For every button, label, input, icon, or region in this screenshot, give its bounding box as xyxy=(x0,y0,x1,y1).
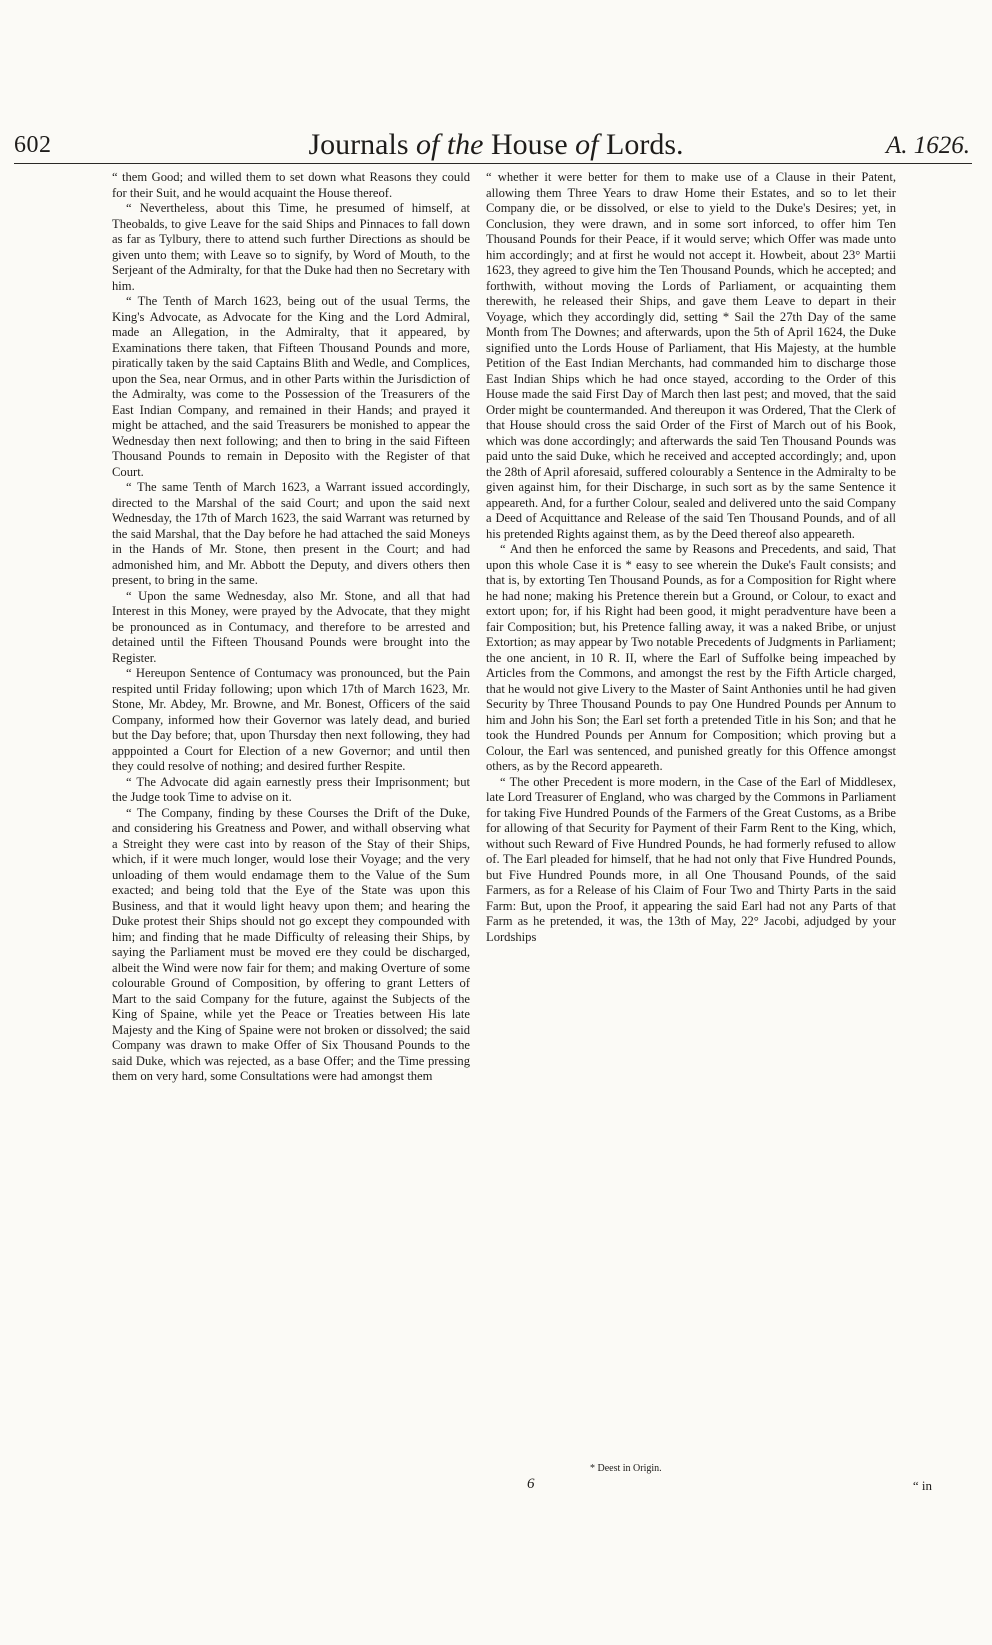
right-column xyxy=(486,170,896,945)
year-label: A. 1626. xyxy=(885,132,970,159)
paragraph: “ And then he enforced the same by Reasons and Precedents, and said, That upon this whole Case it is * easy to see wherein the Duke's Fault consists; and that is, by extorting Ten Thousand Pounds, as for a Composition for Right where he had none; making his Pretence therein but a Ground, or Colour, to exact and extort upon; for, if his Right had been good, it might peradventure have been a fair Composition; but, his Pretence falling away, it was a naked Bribe, or unjust Extortion; as may appear by Two notable Precedents of Judgments in Parliament; the one ancient, in 10 R. II, where the Earl of Suffolke being impeached by Articles from the Commons, and amongst the rest by the Fifth Article charged, that he would not give Livery to the Master of Saint Anthonies until he had given Security by Three Thousand Pounds to pay One Hundred Pounds per Annum to him and John his Son; the Earl set forth a pretended Title in his Son; and that he took the Hundred Pounds per Annum for Composition; which proving but a Colour, the Earl was sentenced, and punished greatly for this Offence amongst others, as by the Record appeareth. xyxy=(486,542,896,775)
title-of-1: of xyxy=(416,128,440,161)
running-title xyxy=(0,128,992,162)
signature-mark: 6 xyxy=(527,1476,535,1492)
footnote: * Deest in Origin. xyxy=(590,1463,662,1474)
paragraph: “ The same Tenth of March 1623, a Warrant issued accordingly, directed to the Marshal of the said Court; and upon the said next Wednesday, the 17th of March 1623, the said Warrant was returned by the said Marshal, that the Day before he had attached the said Moneys in the Hands of Mr. Stone, then present in the Court; and had admonished him, and Mr. Abbott the Deputy, and divers others then present, to bring in the same. xyxy=(112,480,470,589)
paragraph: “ Hereupon Sentence of Contumacy was pronounced, but the Pain respited until Friday following; upon which 17th of March 1623, Mr. Stone, Mr. Abdey, Mr. Browne, and Mr. Bonest, Officers of the said Company, informed how their Governor was lately dead, and buried but the Day before; that, upon Thursday then next following, they had apppointed a Court for Election of a new Governor; and until then they could resolve of nothing; and desired further Respite. xyxy=(112,666,470,775)
header-rule xyxy=(14,163,972,164)
paragraph: “ Upon the same Wednesday, also Mr. Stone, and all that had Interest in this Money, were prayed by the Advocate, that they might be pronounced as in Contumacy, and therefore to be arrested and detained until the Fifteen Thousand Pounds were brought into the Register. xyxy=(112,589,470,667)
paragraph: “ The Company, finding by these Courses the Drift of the Duke, and considering his Greatness and Power, and withall observing what a Streight they were cast into by reason of the Stay of their Ships, which, if it were much longer, would lose their Voyage; and the very unloading of them would endamage them to the Value of the Sum exacted; and being told that the Eye of the State was upon this Business, and that it would light heavy upon them; and hearing the Duke protest their Ships should not go except they compounded with him; and finding that he made Difficulty of releasing their Ships, by saying the Parliament must be moved ere they could be discharged, albeit the Wind were now fair for them; and making Overture of some colourable Ground of Composition, by offering to grant Letters of Mart to the said Company for the future, against the Subjects of the King of Spaine, while yet the Peace or Treaties between His late Majesty and the King of Spaine were not broken or dissolved; the said Company was drawn to make Offer of Six Thousand Pounds to the said Duke, which was rejected, as a base Offer; and the Time pressing them on very hard, some Consultations were had amongst them xyxy=(112,806,470,1085)
page-number: 602 xyxy=(14,132,52,158)
paragraph: “ The Tenth of March 1623, being out of the usual Terms, the King's Advocate, as Advocate for the King and the Lord Admiral, made an Allegation, in the Admiralty, that it appeared, by Examinations there taken, that Fifteen Thousand Pounds and more, piratically taken by the said Captains Blith and Wedle, and Complices, upon the Sea, near Ormus, and in other Parts within the Jurisdiction of the Admiralty, was come to the Possession of the Treasurers of the East Indian Company, and remained in their Hands; and prayed it might be attached, and the said Treasurers be monished to appear the Wednesday then next following; and then to bring in the said Fifteen Thousand Pounds to remain in Deposito with the Register of that Court. xyxy=(112,294,470,480)
title-journals: Journals xyxy=(308,128,409,161)
catchword: “ in xyxy=(912,1478,932,1493)
title-house: House xyxy=(491,128,568,161)
paragraph: “ The other Precedent is more modern, in the Case of the Earl of Middlesex, late Lord Treasurer of England, who was charged by the Commons in Parliament for taking Five Hundred Pounds of the Farmers of the Great Customs, as a Bribe for allowing of that Security for Payment of their Farm Rent to the King, which, without such Reward of Five Hundred Pounds, he had formerly refused to allow of. The Earl pleaded for himself, that he had not only that Five Hundred Pounds, but Five Hundred Pounds more, in all One Thousand Pounds, of the said Farmers, as for a Release of his Claim of Four Two and Thirty Parts in the said Farm: But, upon the Proof, it appearing the said Earl had not any Parts of that Farm as he pretended, it was, the 13th of May, 22° Jacobi, adjudged by your Lordships xyxy=(486,775,896,946)
paragraph: “ them Good; and willed them to set down what Reasons they could for their Suit, and he would acquaint the House thereof. xyxy=(112,170,470,201)
paragraph: “ The Advocate did again earnestly press their Imprisonment; but the Judge took Time to advise on it. xyxy=(112,775,470,806)
title-of-2: of xyxy=(575,128,599,161)
paragraph: “ whether it were better for them to make use of a Clause in their Patent, allowing them Three Years to draw Home their Estates, and so to let their Company die, or be dissolved, or else to yield to the Duke's Desires; yet, in Conclusion, they were drawn, and in some sort inforced, to offer him Ten Thousand Pounds for their Peace, if it would serve; which Offer was made unto him accordingly; and at first he would not accept it. Howbeit, about 23° Martii 1623, they agreed to give him the Ten Thousand Pounds, which he accepted; and forthwith, without moving the Lords of Parliament, or acquainting them therewith, he released their Ships, and gave them Leave to depart in their Voyage, which they accordingly did, setting * Sail the 27th Day of the same Month from The Downes; and afterwards, upon the 5th of April 1624, the Duke signified unto the Lords House of Parliament, that His Majesty, at the humble Petition of the East Indian Merchants, had commanded him to discharge those East Indian Ships which he had once stayed, according to the Order of this House made the said First Day of March then last pest; and moved, that the said Order might be countermanded. And thereupon it was Ordered, That the Clerk of that House should cross the said Order of the First of March out of his Book, which was done accordingly; and afterwards the said Ten Thousand Pounds was paid unto the said Duke, which he received and accepted accordingly; and, upon the 28th of April aforesaid, suffered colourably a Sentence in the Admiralty to be given against him, for their Discharge, in such sort as by the same Sentence it appeareth. And, for a further Colour, sealed and delivered unto the said Company a Deed of Acquittance and Release of the said Ten Thousand Pounds, and of all his pretended Rights against them, as by the Deed thereof also appeareth. xyxy=(486,170,896,542)
paragraph: “ Nevertheless, about this Time, he presumed of himself, at Theobalds, to give Leave for the said Ships and Pinnaces to fall down as far as Tylbury, there to attend such further Directions as should be given unto them; with Leave so to signify, by Word of Mouth, to the Serjeant of the Admiralty, for that the Duke had then no Secretary with him. xyxy=(112,201,470,294)
page-header xyxy=(0,0,992,161)
title-the: the xyxy=(446,128,484,161)
left-column xyxy=(112,170,470,1085)
title-lords: Lords. xyxy=(606,128,684,161)
